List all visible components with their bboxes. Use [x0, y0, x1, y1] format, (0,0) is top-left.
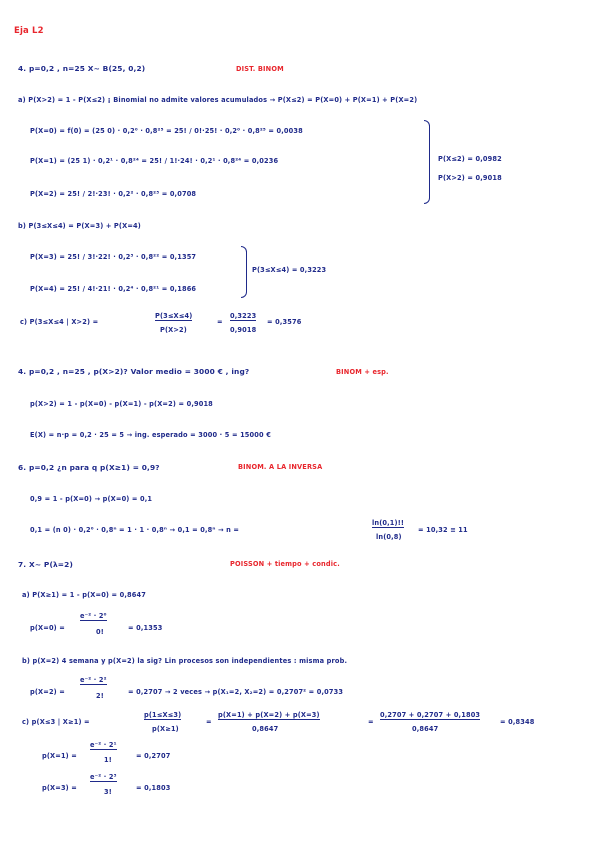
ex6-tag: BINOM. A LA INVERSA — [238, 463, 323, 471]
ex7-c-px3-lhs: p(X=3) = — [42, 784, 77, 792]
ex4-brace-a2: P(X>2) = 0,9018 — [438, 174, 502, 182]
ex4-c-frac1-den: P(X>2) — [160, 326, 187, 334]
ex6-given: 6. p=0,2 ¿n para q p(X≥1) = 0,9? — [18, 463, 160, 472]
ex4-px4: P(X=4) = 25! / 4!·21! · 0,2⁴ · 0,8²¹ = 0,1866 — [30, 285, 197, 293]
ex4-c-result: = 0,3576 — [267, 318, 302, 326]
ex6-line2: 0,1 = (n 0) · 0,2⁰ · 0,8ⁿ = 1 · 1 · 0,8ⁿ → 0,1 = 0,8ⁿ → n = — [30, 526, 240, 534]
ex7-c-px3-num: e⁻² · 2³ — [90, 773, 117, 781]
ex6-frac-num: ln(0,1)!! — [372, 519, 405, 527]
ex7-c-px1-lhs: p(X=1) = — [42, 752, 77, 760]
ex6-result: = 10,32 ≅ 11 — [418, 526, 468, 534]
ex4-px2: P(X=2) = 25! / 2!·23! · 0,2² · 0,8²³ = 0,0708 — [30, 190, 197, 198]
ex5-line2: E(X) = n·p = 0,2 · 25 = 5 → ing. esperado = 3000 · 5 = 15000 € — [30, 431, 271, 439]
ex7-tag: POISSON + tiempo + condic. — [230, 560, 340, 568]
ex7-c-px3-den: 3! — [104, 788, 112, 796]
ex7-c-lhs: c) p(X≤3 | X≥1) = — [22, 718, 90, 726]
ex4-b-statement: b) P(3≤X≤4) = P(X=3) + P(X=4) — [18, 222, 141, 230]
ex7-c-px3-res: = 0,1803 — [136, 784, 171, 792]
ex4-c-frac2-den: 0,9018 — [230, 326, 257, 334]
ex4-px3: P(X=3) = 25! / 3!·22! · 0,2³ · 0,8²² = 0,1357 — [30, 253, 197, 261]
ex6-line1: 0,9 = 1 - p(X=0) → p(X=0) = 0,1 — [30, 495, 153, 503]
ex7-c-eq2: = — [368, 718, 374, 726]
ex7-b-line: b) p(X=2) 4 semana y p(X=2) la sig? Lin procesos son independientes : misma prob. — [22, 657, 348, 665]
ex4-given: 4. p=0,2 , n=25 X~ B(25, 0,2) — [18, 64, 146, 73]
ex4-c-frac2-num: 0,3223 — [230, 312, 257, 320]
ex5-tag: BINOM + esp. — [336, 368, 389, 376]
ex4-c-lhs: c) P(3≤X≤4 | X>2) = — [20, 318, 99, 326]
ex6-frac-den: ln(0,8) — [376, 533, 402, 541]
ex7-c-f2-den: 0,8647 — [252, 725, 279, 733]
ex7-b-res: = 0,2707 → 2 veces → p(X₁=2, X₂=2) = 0,2707² = 0,0733 — [128, 688, 344, 696]
brace-a — [424, 120, 430, 204]
ex4-brace-b: P(3≤X≤4) = 0,3223 — [252, 266, 327, 274]
ex4-px1: P(X=1) = (25 1) · 0,2¹ · 0,8²⁴ = 25! / 1!·24! · 0,2¹ · 0,8²⁴ = 0,0236 — [30, 157, 279, 165]
ex7-b-lhs: p(X=2) = — [30, 688, 65, 696]
ex7-a-px0-res: = 0,1353 — [128, 624, 163, 632]
ex7-c-f3-num: 0,2707 + 0,2707 + 0,1803 — [380, 711, 481, 719]
ex7-c-f2-num: p(X=1) + p(X=2) + p(X=3) — [218, 711, 320, 719]
ex7-a-px0-num: e⁻² · 2⁰ — [80, 612, 107, 620]
ex4-px0: P(X=0) = f(0) = (25 0) · 0,2⁰ · 0,8²⁵ = 25! / 0!·25! · 0,2⁰ · 0,8²⁵ = 0,0038 — [30, 127, 303, 135]
ex4-c-frac1-num: P(3≤X≤4) — [155, 312, 193, 320]
ex5-line1: p(X>2) = 1 - p(X=0) - p(X=1) - p(X=2) = 0,9018 — [30, 400, 213, 408]
ex7-c-px1-res: = 0,2707 — [136, 752, 171, 760]
ex7-c-f3-den: 0,8647 — [412, 725, 439, 733]
ex7-c-f1-num: p(1≤X≤3) — [144, 711, 182, 719]
ex7-b-den: 2! — [96, 692, 104, 700]
ex5-given: 4. p=0,2 , n=25 , p(X>2)? Valor medio = 3000 € , ing? — [18, 367, 250, 376]
ex7-a-px0-den: 0! — [96, 628, 104, 636]
ex7-a-line: a) P(X≥1) = 1 - p(X=0) = 0,8647 — [22, 591, 147, 599]
ex7-c-px1-den: 1! — [104, 756, 112, 764]
ex7-c-f1-den: p(X≥1) — [152, 725, 179, 733]
brace-b — [241, 246, 247, 298]
ex7-a-px0-lhs: p(X=0) = — [30, 624, 65, 632]
ex7-c-px1-num: e⁻² · 2¹ — [90, 741, 117, 749]
ex7-b-num: e⁻² · 2² — [80, 676, 107, 684]
page-header: Eja L2 — [14, 26, 44, 36]
ex4-brace-a1: P(X≤2) = 0,0982 — [438, 155, 502, 163]
ex4-c-eq: = — [217, 318, 223, 326]
ex7-c-eq1: = — [206, 718, 212, 726]
ex4-a-statement: a) P(X>2) = 1 - P(X≤2) ¡ Binomial no admite valores acumulados → P(X≤2) = P(X=0) + P(X=1) + P(X=2) — [18, 96, 418, 104]
ex7-given: 7. X~ P(λ=2) — [18, 560, 73, 569]
ex4-tag: DIST. BINOM — [236, 65, 284, 73]
ex7-c-res: = 0,8348 — [500, 718, 535, 726]
